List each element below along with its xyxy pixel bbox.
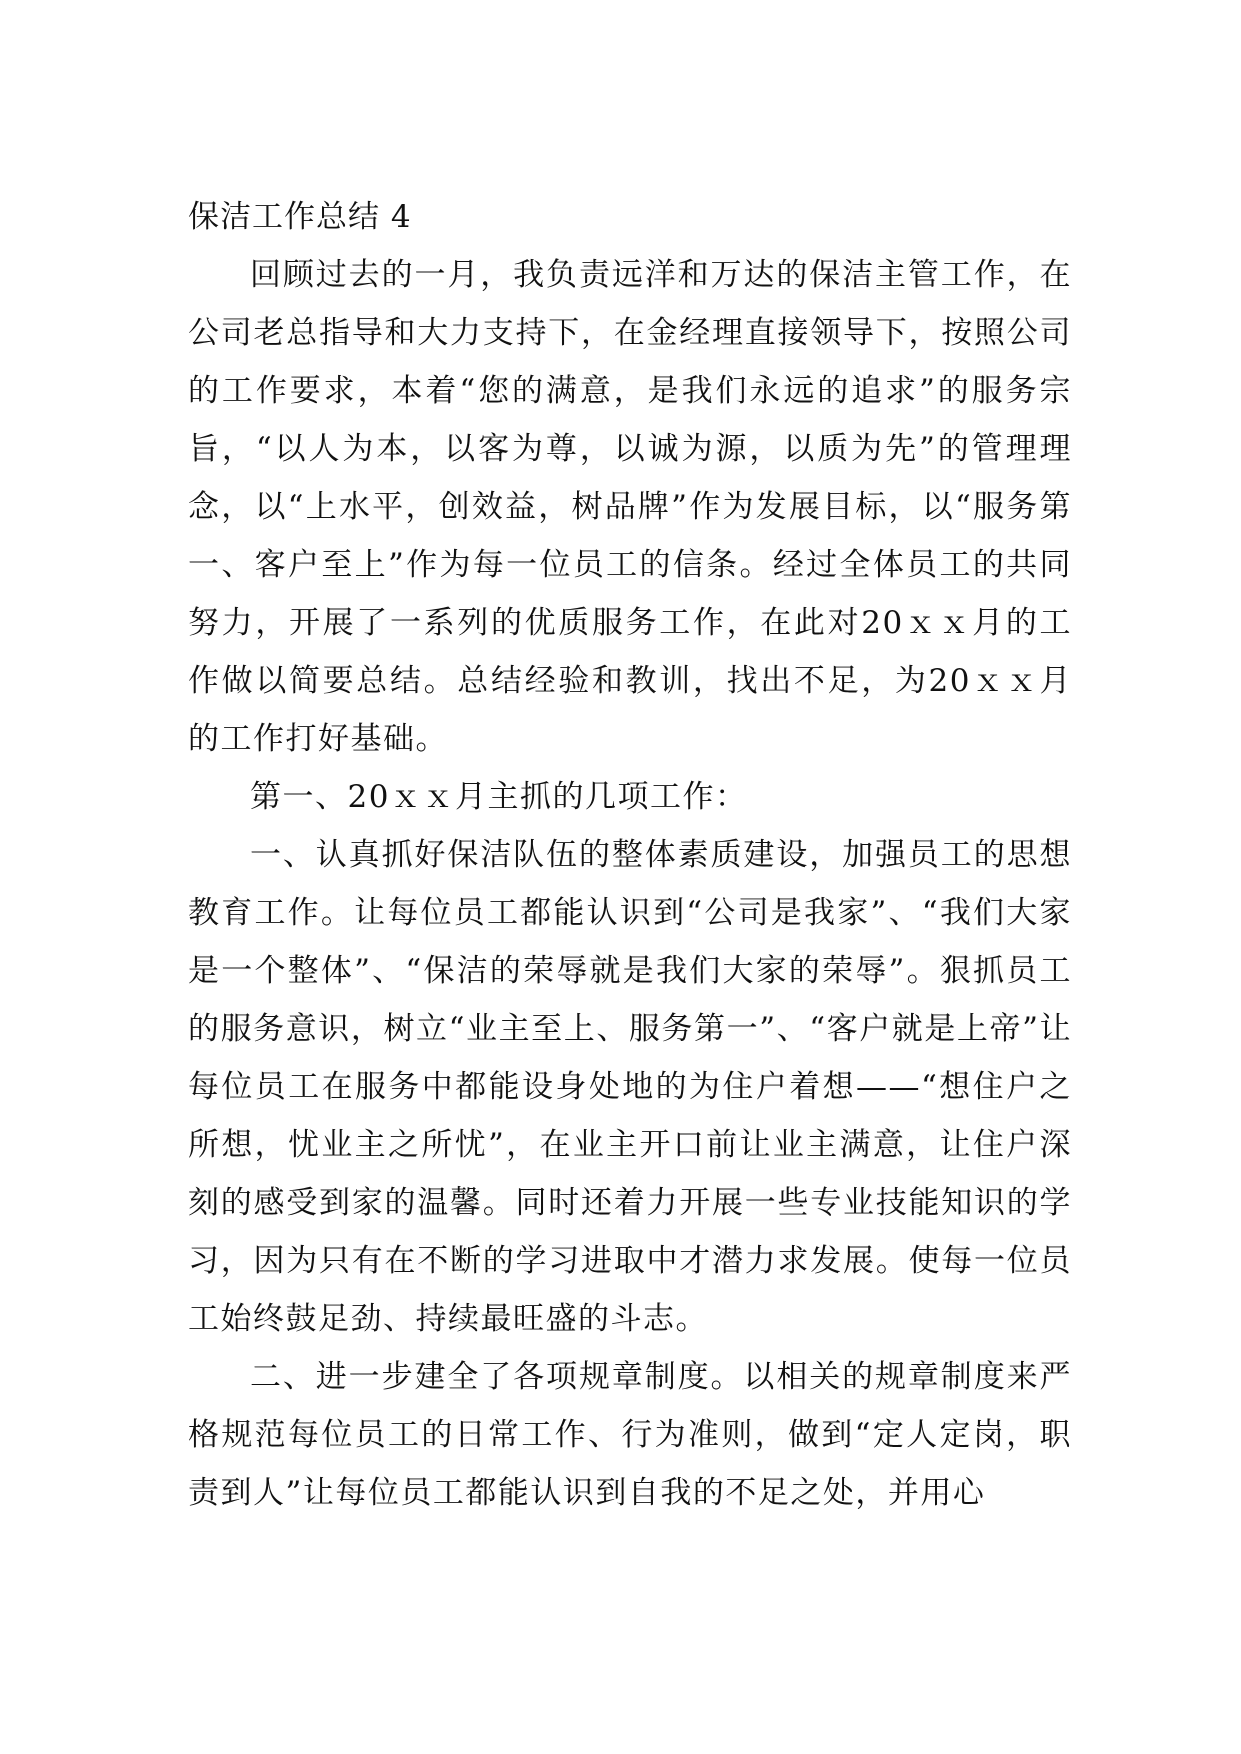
paragraph-item-two: 二、进一步建全了各项规章制度。以相关的规章制度来严格规范每位员工的日常工作、行为准则，做到“定人定岗，职责到人”让每位员工都能认识到自我的不足之处，并用心 <box>188 1359 1072 1511</box>
paragraph-review: 回顾过去的一月，我负责远洋和万达的保洁主管工作，在公司老总指导和大力支持下，在金经理直接领导下，按照公司的工作要求，本着“您的满意，是我们永远的追求”的服务宗旨，“以人为本，以客为尊，以诚为源，以质为先”的管理理念，以“上水平，创效益，树品牌”作为发展目标，以“服务第一、客户至上”作为每一位员工的信条。经过全体员工的共同努力，开展了一系列的优质服务工作，在此对20ｘｘ月的工作做以简要总结。总结经验和教训，找出不足，为20ｘｘ月的工作打好基础。 <box>188 257 1072 757</box>
paragraph-item-one: 一、认真抓好保洁队伍的整体素质建设，加强员工的思想教育工作。让每位员工都能认识到“公司是我家”、“我们大家是一个整体”、“保洁的荣辱就是我们大家的荣辱”。狠抓员工的服务意识，树立“业主至上、服务第一”、“客户就是上帝”让每位员工在服务中都能设身处地的为住户着想——“想住户之所想，忧业主之所忧”，在业主开口前让业主满意，让住户深刻的感受到家的温馨。同时还着力开展一些专业技能知识的学习，因为只有在不断的学习进取中才潜力求发展。使每一位员工始终鼓足劲、持续最旺盛的斗志。 <box>188 837 1072 1337</box>
document-title: 保洁工作总结 4 <box>188 199 412 235</box>
document-body <box>188 188 1072 1522</box>
paragraph-section-heading: 第一、20ｘｘ月主抓的几项工作： <box>250 779 748 815</box>
